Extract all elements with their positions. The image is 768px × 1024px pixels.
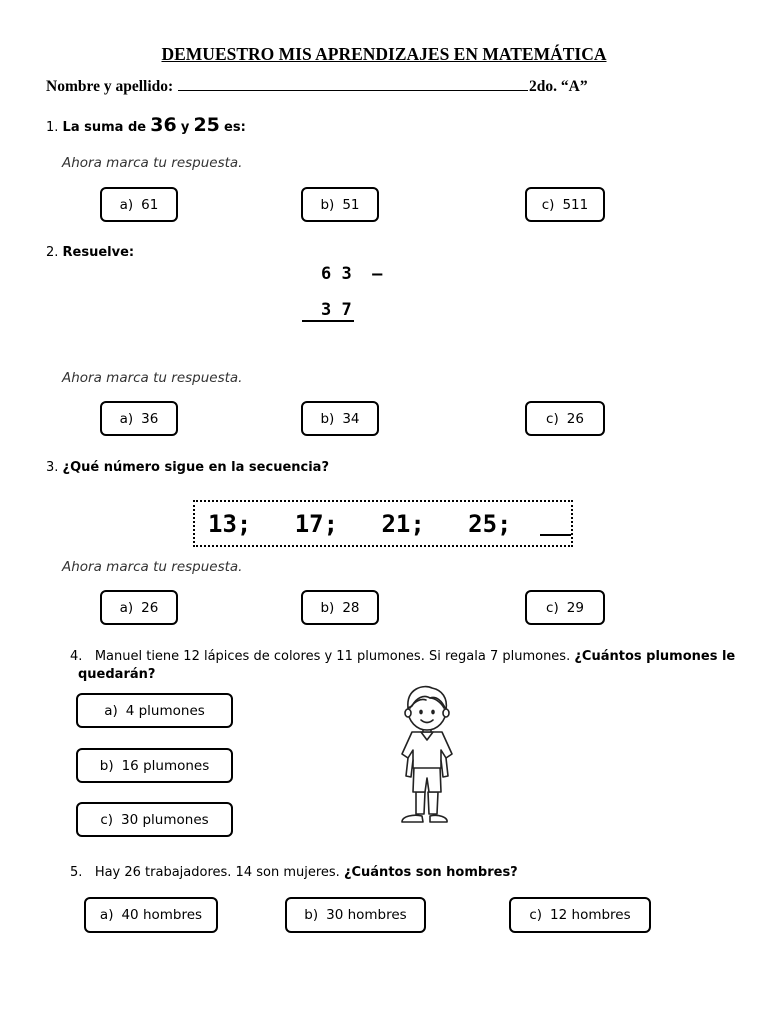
option-value: 34 bbox=[342, 410, 360, 427]
option-value: 16 plumones bbox=[121, 757, 210, 774]
option-value: 61 bbox=[141, 196, 159, 213]
question-1 bbox=[46, 114, 246, 136]
q1-option-c[interactable] bbox=[525, 187, 605, 222]
option-letter: c) bbox=[100, 811, 114, 828]
option-value: 26 bbox=[141, 599, 159, 616]
q2-option-c[interactable] bbox=[525, 401, 605, 436]
question-text: Hay 26 trabajadores. 14 son mujeres. bbox=[94, 865, 340, 880]
question-text: es: bbox=[224, 120, 246, 135]
option-value: 36 bbox=[141, 410, 159, 427]
option-letter: b) bbox=[99, 757, 114, 774]
question-number: 4. bbox=[70, 649, 83, 664]
option-letter: c) bbox=[546, 599, 559, 616]
question-4-continued bbox=[78, 667, 155, 682]
option-value: 40 hombres bbox=[121, 907, 203, 923]
option-letter: b) bbox=[320, 196, 335, 213]
subtraction-minuend: 6 3 – bbox=[321, 264, 383, 284]
answer-prompt: Ahora marca tu respuesta. bbox=[62, 559, 243, 575]
q5-option-c[interactable] bbox=[509, 897, 651, 933]
question-number: 3. bbox=[46, 460, 59, 475]
q3-option-c[interactable] bbox=[525, 590, 605, 625]
option-value: 29 bbox=[566, 599, 584, 616]
name-row bbox=[46, 78, 588, 96]
option-letter: b) bbox=[320, 410, 335, 427]
question-3 bbox=[46, 460, 329, 475]
question-text: ¿Cuántos son hombres? bbox=[343, 865, 518, 880]
q4-option-b[interactable] bbox=[76, 748, 233, 783]
name-field[interactable] bbox=[178, 78, 528, 91]
q5-option-a[interactable] bbox=[84, 897, 218, 933]
option-letter: a) bbox=[104, 702, 118, 719]
option-value: 4 plumones bbox=[125, 702, 205, 719]
option-letter: a) bbox=[119, 410, 134, 427]
question-text: La suma de bbox=[62, 120, 147, 135]
option-letter: c) bbox=[541, 196, 555, 213]
q3-option-b[interactable] bbox=[301, 590, 379, 625]
question-5 bbox=[70, 865, 518, 880]
page-title: DEMUESTRO MIS APRENDIZAJES EN MATEMÁTICA bbox=[161, 44, 607, 64]
question-4 bbox=[70, 649, 736, 664]
option-value: 28 bbox=[342, 599, 360, 616]
question-text: ¿Qué número sigue en la secuencia? bbox=[62, 460, 329, 475]
number-25: 25 bbox=[193, 114, 220, 136]
question-text: Manuel tiene 12 lápices de colores y 11 plumones. Si regala 7 plumones. bbox=[94, 649, 571, 664]
q1-option-b[interactable] bbox=[301, 187, 379, 222]
grade-label: 2do. “A” bbox=[529, 78, 588, 95]
question-text: ¿Cuántos plumones le bbox=[574, 649, 736, 664]
question-number: 5. bbox=[70, 865, 83, 880]
sequence-number: 21; bbox=[381, 509, 425, 538]
q2-option-b[interactable] bbox=[301, 401, 379, 436]
q2-option-a[interactable] bbox=[100, 401, 178, 436]
option-value: 30 plumones bbox=[121, 811, 209, 828]
option-value: 51 bbox=[342, 196, 360, 213]
q5-option-b[interactable] bbox=[285, 897, 426, 933]
answer-prompt: Ahora marca tu respuesta. bbox=[62, 155, 243, 171]
option-value: 30 hombres bbox=[326, 907, 407, 923]
option-letter: b) bbox=[320, 599, 335, 616]
question-number: 1. bbox=[46, 120, 59, 135]
q4-option-c[interactable] bbox=[76, 802, 233, 837]
option-value: 511 bbox=[562, 196, 589, 213]
sequence-number: 17; bbox=[294, 509, 339, 538]
question-text: quedarán? bbox=[78, 667, 156, 682]
option-letter: c) bbox=[546, 410, 559, 427]
option-letter: a) bbox=[119, 196, 134, 213]
boy-illustration bbox=[392, 680, 472, 830]
question-text: Resuelve: bbox=[62, 245, 135, 260]
q3-option-a[interactable] bbox=[100, 590, 178, 625]
q4-option-a[interactable] bbox=[76, 693, 233, 728]
option-letter: c) bbox=[529, 907, 543, 923]
option-letter: b) bbox=[304, 907, 319, 923]
option-value: 26 bbox=[566, 410, 584, 427]
answer-prompt: Ahora marca tu respuesta. bbox=[62, 370, 243, 386]
sequence-number: 25; bbox=[468, 509, 512, 538]
name-label: Nombre y apellido: bbox=[46, 78, 174, 95]
option-letter: a) bbox=[119, 599, 134, 616]
subtraction-subtrahend: 3 7 bbox=[302, 300, 354, 322]
question-number: 2. bbox=[46, 245, 59, 260]
number-36: 36 bbox=[150, 114, 177, 136]
sequence-box bbox=[193, 500, 573, 547]
option-letter: a) bbox=[99, 907, 114, 923]
sequence-number: 13; bbox=[208, 509, 252, 538]
question-text: y bbox=[180, 120, 190, 135]
sequence-blank[interactable] bbox=[540, 512, 571, 536]
question-2 bbox=[46, 245, 134, 260]
option-value: 12 hombres bbox=[550, 907, 631, 923]
q1-option-a[interactable] bbox=[100, 187, 178, 222]
